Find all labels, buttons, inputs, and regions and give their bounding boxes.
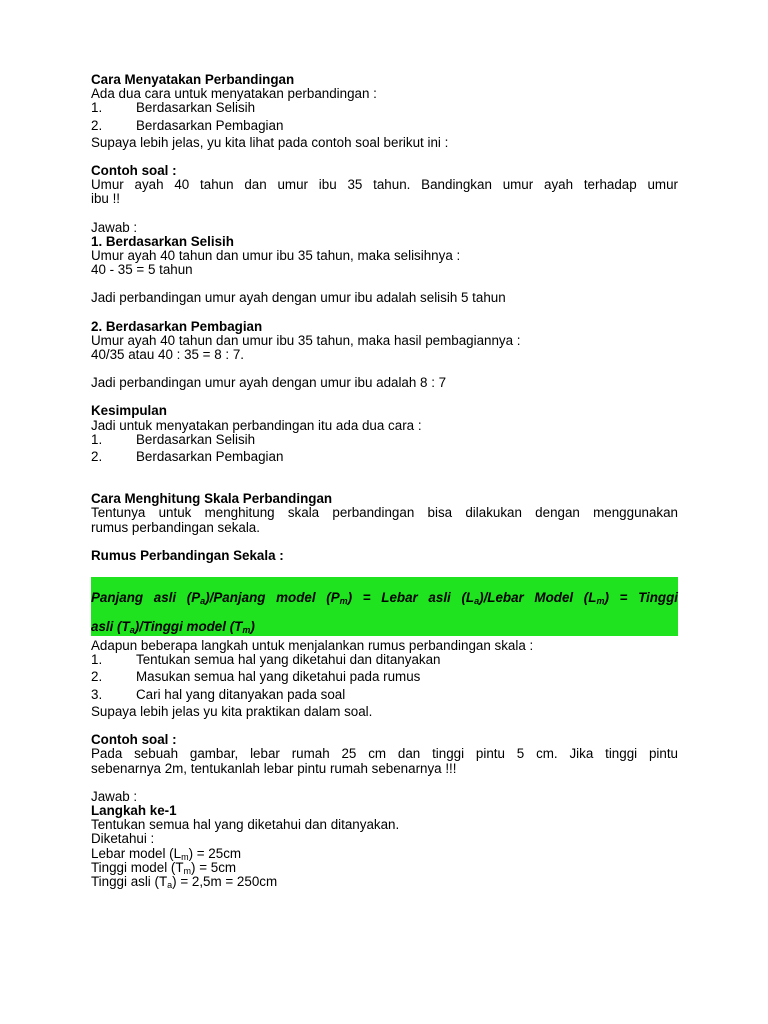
paragraph: Pada sebuah gambar, lebar rumah 25 cm dan tinggi pintu 5 cm. Jika tinggi pintu — [91, 746, 678, 762]
paragraph: Supaya lebih jelas, yu kita lihat pada contoh soal berikut ini : — [91, 134, 449, 150]
subheading: Langkah ke-1 — [91, 802, 177, 818]
paragraph: Umur ayah 40 tahun dan umur ibu 35 tahun, maka hasil pembagiannya : — [91, 332, 521, 348]
given-value: Tinggi asli $(T_a) = 2,5m = 250cm$ — [91, 873, 278, 890]
formula-line-1: Panjang asli $(P_a)$/Panjang model $(P_m)$ = Lebar asli $(L_a)$/Lebar Model $(L_m)$ = Tinggi — [91, 590, 679, 607]
paragraph: 40/35 atau 40 : 35 = 8 : 7. — [91, 347, 244, 363]
paragraph: Adapun beberapa langkah untuk menjalankan rumus perbandingan skala : — [91, 638, 534, 654]
list-item: 2. Berdasarkan Pembagian — [91, 449, 284, 465]
given-value: Tinggi model $(T_m) = 5cm$ — [91, 859, 237, 876]
paragraph: Ada dua cara untuk menyatakan perbandingan : — [91, 86, 377, 102]
paragraph: Umur ayah 40 tahun dan umur ibu 35 tahun, maka selisihnya : — [91, 248, 461, 264]
list-item: 2. Masukan semua hal yang diketahui pada rumus — [91, 669, 421, 685]
document-body — [91, 73, 678, 889]
example-title: Contoh soal : — [91, 163, 177, 179]
answer-label: Jawab : — [91, 219, 138, 235]
given-value: Lebar model $(L_m) = 25cm$ — [91, 845, 242, 862]
list-item: 1. Tentukan semua hal yang diketahui dan ditanyakan — [91, 652, 441, 668]
list-item: 1. Berdasarkan Selisih — [91, 100, 256, 116]
formula-line-2: asli $(T_a)$/Tinggi model $(T_m)$ — [91, 619, 255, 636]
list-item: 1. Berdasarkan Selisih — [91, 431, 256, 447]
paragraph: Jadi untuk menyatakan perbandingan itu ada dua cara : — [91, 417, 422, 433]
subheading: Kesimpulan — [91, 403, 167, 419]
paragraph: rumus perbandingan sekala. — [91, 519, 260, 535]
paragraph: 40 - 35 = 5 tahun — [91, 262, 193, 278]
answer-label: Jawab : — [91, 788, 138, 804]
paragraph: Tentukan semua hal yang diketahui dan ditanyakan. — [91, 817, 400, 833]
formula-highlight-box — [91, 577, 678, 636]
section-title-cara-menyatakan: Cara Menyatakan Perbandingan — [91, 72, 295, 87]
example-title: Contoh soal : — [91, 732, 177, 748]
list-item: 3. Cari hal yang ditanyakan pada soal — [91, 686, 346, 702]
paragraph: ibu !! — [91, 191, 121, 207]
paragraph: Umur ayah 40 tahun dan umur ibu 35 tahun. Bandingkan umur ayah terhadap umur — [91, 177, 678, 193]
paragraph: Diketahui : — [91, 831, 155, 847]
subheading: 1. Berdasarkan Selisih — [91, 233, 234, 249]
subheading: 2. Berdasarkan Pembagian — [91, 318, 263, 334]
paragraph: Jadi perbandingan umur ayah dengan umur ibu adalah selisih 5 tahun — [91, 290, 506, 306]
paragraph: Tentunya untuk menghitung skala perbandingan bisa dilakukan dengan menggunakan — [91, 505, 678, 521]
paragraph: Supaya lebih jelas yu kita praktikan dalam soal. — [91, 703, 373, 719]
paragraph: sebenarnya 2m, tentukanlah lebar pintu rumah sebenarnya !!! — [91, 760, 457, 776]
section-title-cara-menghitung: Cara Menghitung Skala Perbandingan — [91, 491, 333, 507]
paragraph: Jadi perbandingan umur ayah dengan umur ibu adalah 8 : 7 — [91, 375, 447, 391]
list-item: 2. Berdasarkan Pembagian — [91, 117, 284, 133]
subheading: Rumus Perbandingan Sekala : — [91, 547, 284, 563]
